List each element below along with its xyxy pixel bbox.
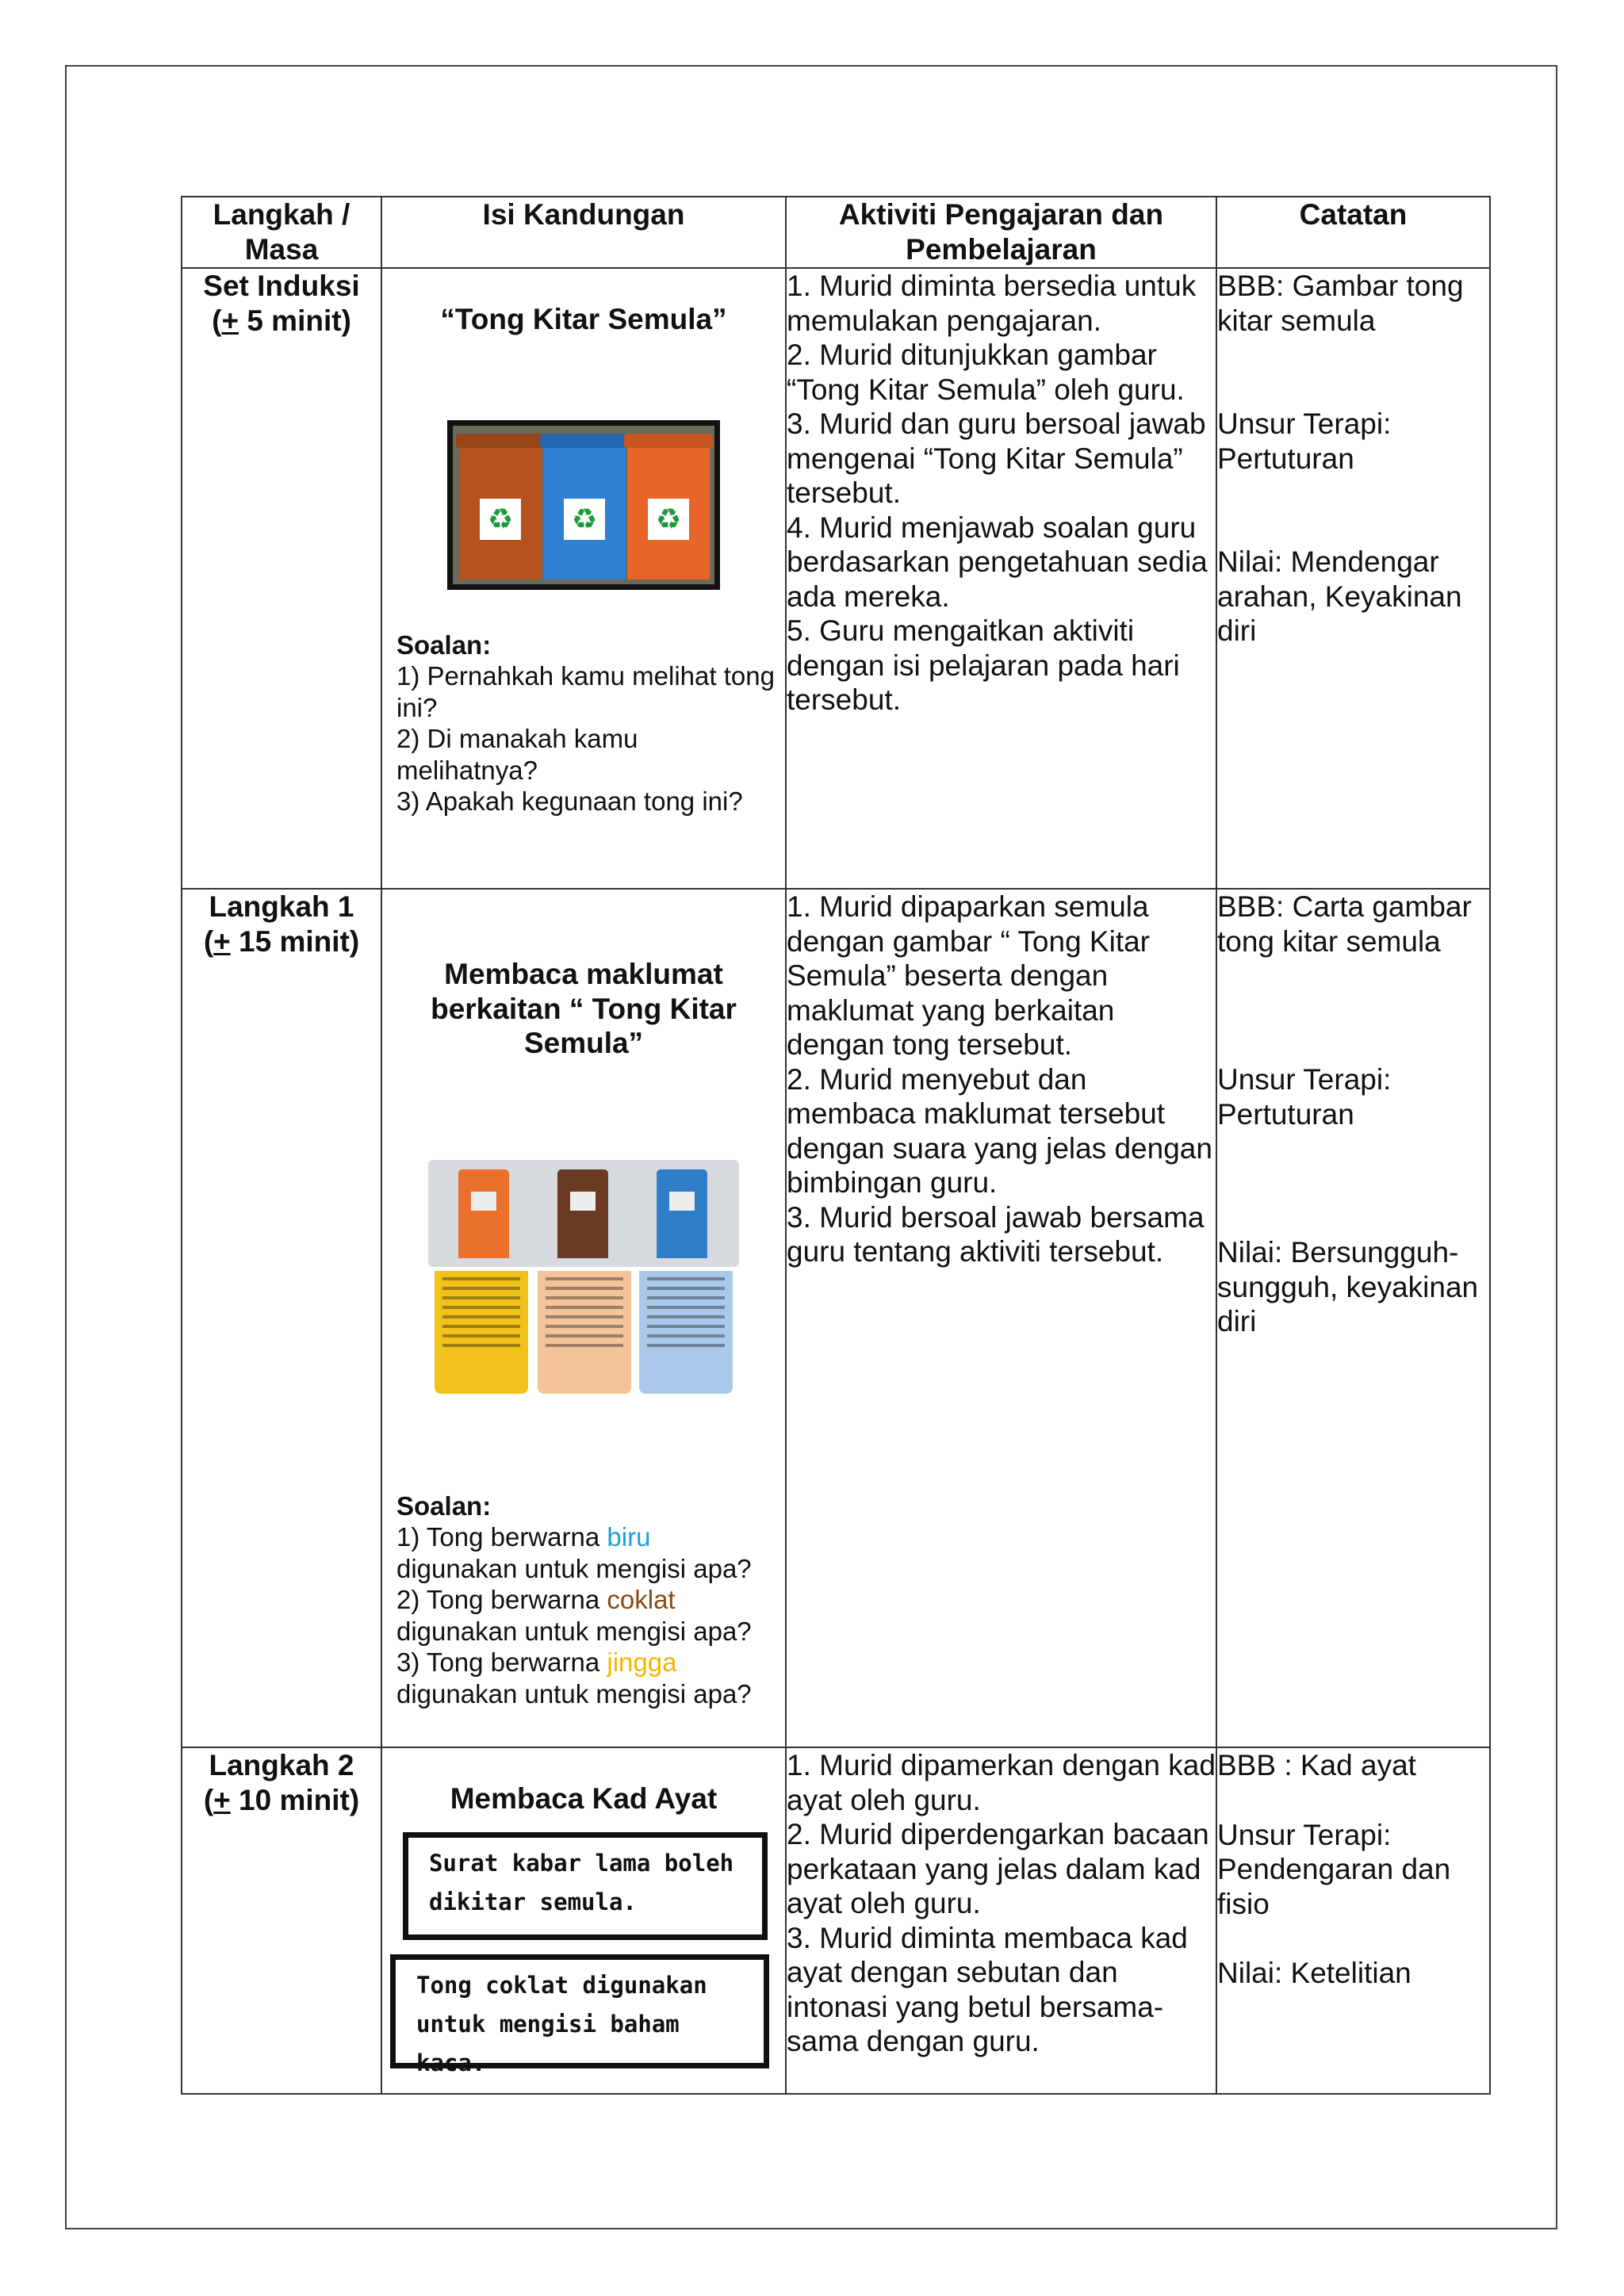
question: 1) Tong berwarna biru digunakan untuk mengisi apa?: [396, 1522, 752, 1583]
question: 2) Tong berwarna coklat digunakan untuk mengisi apa?: [396, 1585, 752, 1646]
header-activities: Aktiviti Pengajaran dan Pembelajaran: [786, 197, 1216, 268]
header-step: Langkah / Masa: [182, 197, 381, 268]
activity-item: 4. Murid menjawab soalan guru berdasarkan pengetahuan sedia ada mereka.: [787, 511, 1208, 613]
activity-item: 1. Murid dipamerkan dengan kad ayat oleh guru.: [787, 1749, 1216, 1816]
recycle-bins-info-chart: [428, 1160, 739, 1394]
recycle-icon: ♻: [480, 499, 521, 540]
content-title: Membaca maklumat berkaitan “ Tong Kitar Semula”: [431, 958, 737, 1059]
step-duration: (+ 10 minit): [203, 1784, 360, 1816]
activities-cell: [786, 1747, 1216, 2094]
table-row: [182, 1747, 1490, 2094]
content-cell: [381, 268, 786, 889]
question: 2) Di manakah kamu melihatnya?: [396, 724, 638, 785]
sentence-card: Tong coklat digunakan untuk mengisi baham kaca.: [390, 1954, 769, 2068]
questions-heading: Soalan:: [396, 1490, 492, 1521]
recycle-icon: ♻: [564, 499, 605, 540]
notes-cell: [1216, 889, 1490, 1747]
step-cell: [182, 268, 381, 889]
activity-item: 3. Murid diminta membaca kad ayat dengan sebutan dan intonasi yang betul bersama-sama dengan guru.: [787, 1921, 1188, 2057]
note-nilai: Nilai: Ketelitian: [1217, 1957, 1411, 1989]
activity-item: 3. Murid bersoal jawab bersama guru tentang aktiviti tersebut.: [787, 1200, 1205, 1268]
step-name: Langkah 1: [209, 890, 354, 923]
questions: [382, 1490, 785, 1710]
note-terapi: Unsur Terapi: Pendengaran dan fisio: [1217, 1818, 1451, 1920]
content-title: “Tong Kitar Semula”: [440, 303, 727, 335]
step-cell: [182, 1747, 381, 2094]
step-duration: (+ 5 minit): [212, 304, 351, 337]
table-row: [182, 268, 1490, 889]
header-notes: Catatan: [1216, 197, 1490, 268]
header-row: [182, 197, 1490, 268]
question: 3) Apakah kegunaan tong ini?: [396, 786, 743, 816]
note-bbb: BBB : Kad ayat: [1217, 1749, 1416, 1781]
note-terapi: Unsur Terapi: Pertuturan: [1217, 408, 1392, 475]
note-nilai: Nilai: Bersungguh-sungguh, keyakinan diri: [1217, 1236, 1479, 1337]
content-cell: [381, 1747, 786, 2094]
step-name: Langkah 2: [209, 1749, 354, 1781]
activity-item: 3. Murid dan guru bersoal jawab mengenai “Tong Kitar Semula” tersebut.: [787, 408, 1206, 509]
note-bbb: BBB: Carta gambar tong kitar semula: [1217, 890, 1472, 958]
content-title: Membaca Kad Ayat: [450, 1782, 718, 1815]
sentence-card: Surat kabar lama boleh dikitar semula.: [403, 1832, 768, 1940]
activity-item: 2. Murid menyebut dan membaca maklumat tersebut dengan suara yang jelas dengan bimbingan guru.: [787, 1062, 1212, 1199]
activity-item: 2. Murid diperdengarkan bacaan perkataan yang jelas dalam kad ayat oleh guru.: [787, 1818, 1209, 1919]
lesson-plan-table: [181, 196, 1491, 2095]
step-duration: (+ 15 minit): [203, 925, 360, 958]
table-row: [182, 889, 1490, 1747]
activity-item: 2. Murid ditunjukkan gambar “Tong Kitar Semula” oleh guru.: [787, 339, 1185, 406]
step-cell: [182, 889, 381, 1747]
content-cell: [381, 889, 786, 1747]
question: 1) Pernahkah kamu melihat tong ini?: [396, 661, 775, 722]
activity-item: 5. Guru mengaitkan aktiviti dengan isi pelajaran pada hari tersebut.: [787, 614, 1180, 716]
activity-item: 1. Murid dipaparkan semula dengan gambar “ Tong Kitar Semula” beserta dengan maklumat yang berkaitan dengan tong tersebut.: [787, 890, 1151, 1061]
activities-cell: [786, 889, 1216, 1747]
header-content: Isi Kandungan: [381, 197, 786, 268]
question: 3) Tong berwarna jingga digunakan untuk mengisi apa?: [396, 1647, 752, 1709]
note-bbb: BBB: Gambar tong kitar semula: [1217, 270, 1464, 337]
questions-heading: Soalan:: [396, 629, 492, 660]
notes-cell: [1216, 1747, 1490, 2094]
recycle-bins-photo: [447, 420, 720, 590]
notes-cell: [1216, 268, 1490, 889]
questions: [382, 629, 785, 817]
note-terapi: Unsur Terapi: Pertuturan: [1217, 1063, 1392, 1131]
note-nilai: Nilai: Mendengar arahan, Keyakinan diri: [1217, 545, 1462, 647]
activity-item: 1. Murid diminta bersedia untuk memulakan pengajaran.: [787, 270, 1197, 337]
step-name: Set Induksi: [203, 270, 360, 302]
activities-cell: [786, 268, 1216, 889]
recycle-icon: ♻: [648, 499, 689, 540]
